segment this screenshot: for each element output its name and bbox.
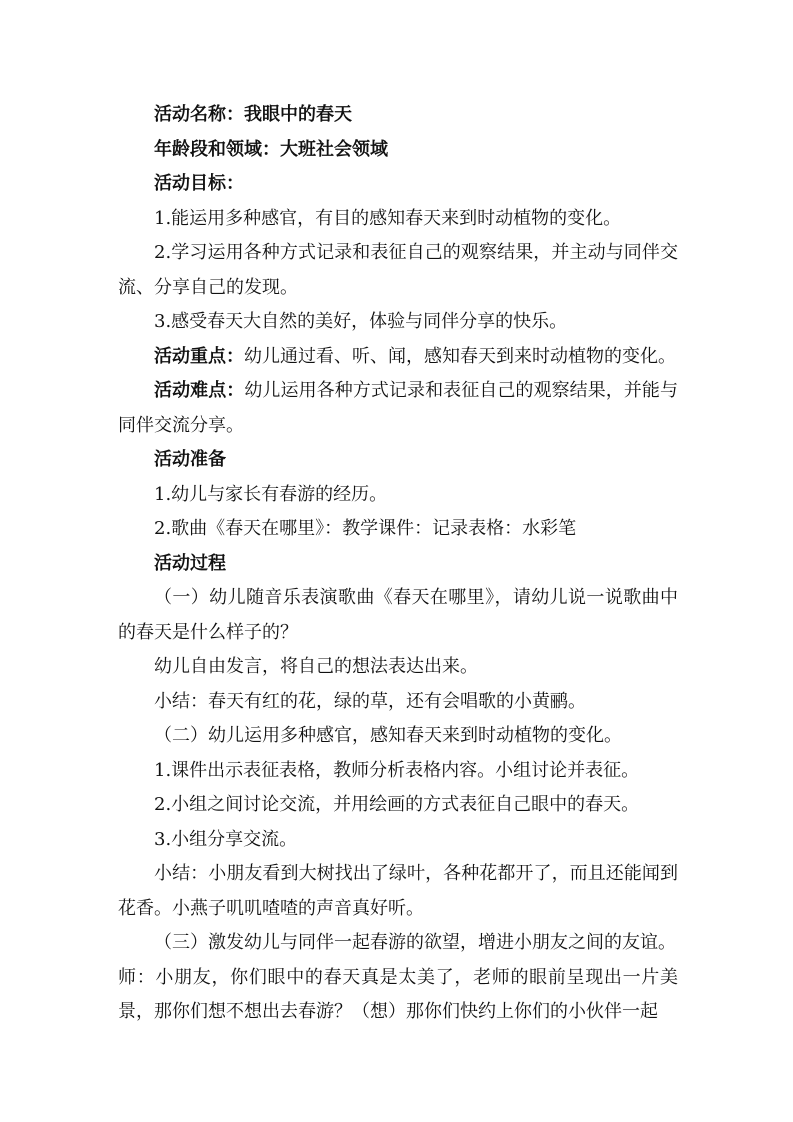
goal-3: 3.感受春天大自然的美好，体验与同伴分享的快乐。	[154, 311, 568, 332]
step-1-summary: 小结：春天有红的花，绿的草，还有会唱歌的小黄鹂。	[154, 690, 586, 712]
activity-name-value: 我眼中的春天	[244, 104, 352, 125]
age-domain-label: 年龄段和领域：	[154, 138, 280, 160]
key-point-text: 幼儿通过看、听、闻，感知春天到来时动植物的变化。	[244, 345, 676, 367]
step-2-item-2: 2.小组之间讨论交流，并用绘画的方式表征自己眼中的春天。	[154, 794, 640, 815]
document-page	[118, 98, 678, 1030]
difficulty-line	[118, 374, 678, 443]
step-1-response: 幼儿自由发言，将自己的想法表达出来。	[154, 656, 478, 677]
key-point-line	[118, 340, 678, 375]
goal-2: 2.学习运用各种方式记录和表征自己的观察结果，并主动与同伴交流、分享自己的发现。	[118, 242, 678, 298]
age-domain-value: 大班社会领域	[280, 138, 388, 160]
step-2-item-1: 1.课件出示表征表格，教师分析表格内容。小组讨论并表征。	[154, 759, 640, 781]
step-1: （一）幼儿随音乐表演歌曲《春天在哪里》，请幼儿说一说歌曲中的春天是什么样子的？	[118, 587, 678, 643]
goals-heading: 活动目标：	[154, 173, 244, 194]
activity-name-line	[118, 98, 678, 133]
step-2-summary: 小结：小朋友看到大树找出了绿叶，各种花都开了，而且还能闻到花香。小燕子叽叽喳喳的声音真好听。	[118, 863, 678, 919]
goal-1: 1.能运用多种感官，有目的感知春天来到时动植物的变化。	[154, 207, 622, 229]
age-domain-line	[118, 133, 678, 168]
prep-heading: 活动准备	[154, 449, 226, 470]
step-2-item-3: 3.小组分享交流。	[154, 828, 298, 850]
difficulty-label: 活动难点：	[154, 380, 245, 401]
step-3: （三）激发幼儿与同伴一起春游的欲望，增进小朋友之间的友谊。	[154, 932, 676, 953]
prep-2: 2.歌曲《春天在哪里》：教学课件：记录表格：水彩笔	[154, 518, 577, 539]
key-point-label: 活动重点：	[154, 345, 244, 367]
process-heading: 活动过程	[154, 552, 226, 574]
step-2: （二）幼儿运用多种感官，感知春天来到时动植物的变化。	[154, 725, 622, 746]
difficulty-text: 幼儿运用各种方式记录和表征自己的观察结果，并能与同伴交流分享。	[118, 380, 678, 436]
step-3-text: 师：小朋友，你们眼中的春天真是太美了，老师的眼前呈现出一片美景，那你们想不想出去春游？（想）那你们快约上你们的小伙伴一起	[118, 966, 678, 1022]
activity-name-label: 活动名称：	[154, 104, 244, 125]
prep-1: 1.幼儿与家长有春游的经历。	[154, 483, 388, 505]
